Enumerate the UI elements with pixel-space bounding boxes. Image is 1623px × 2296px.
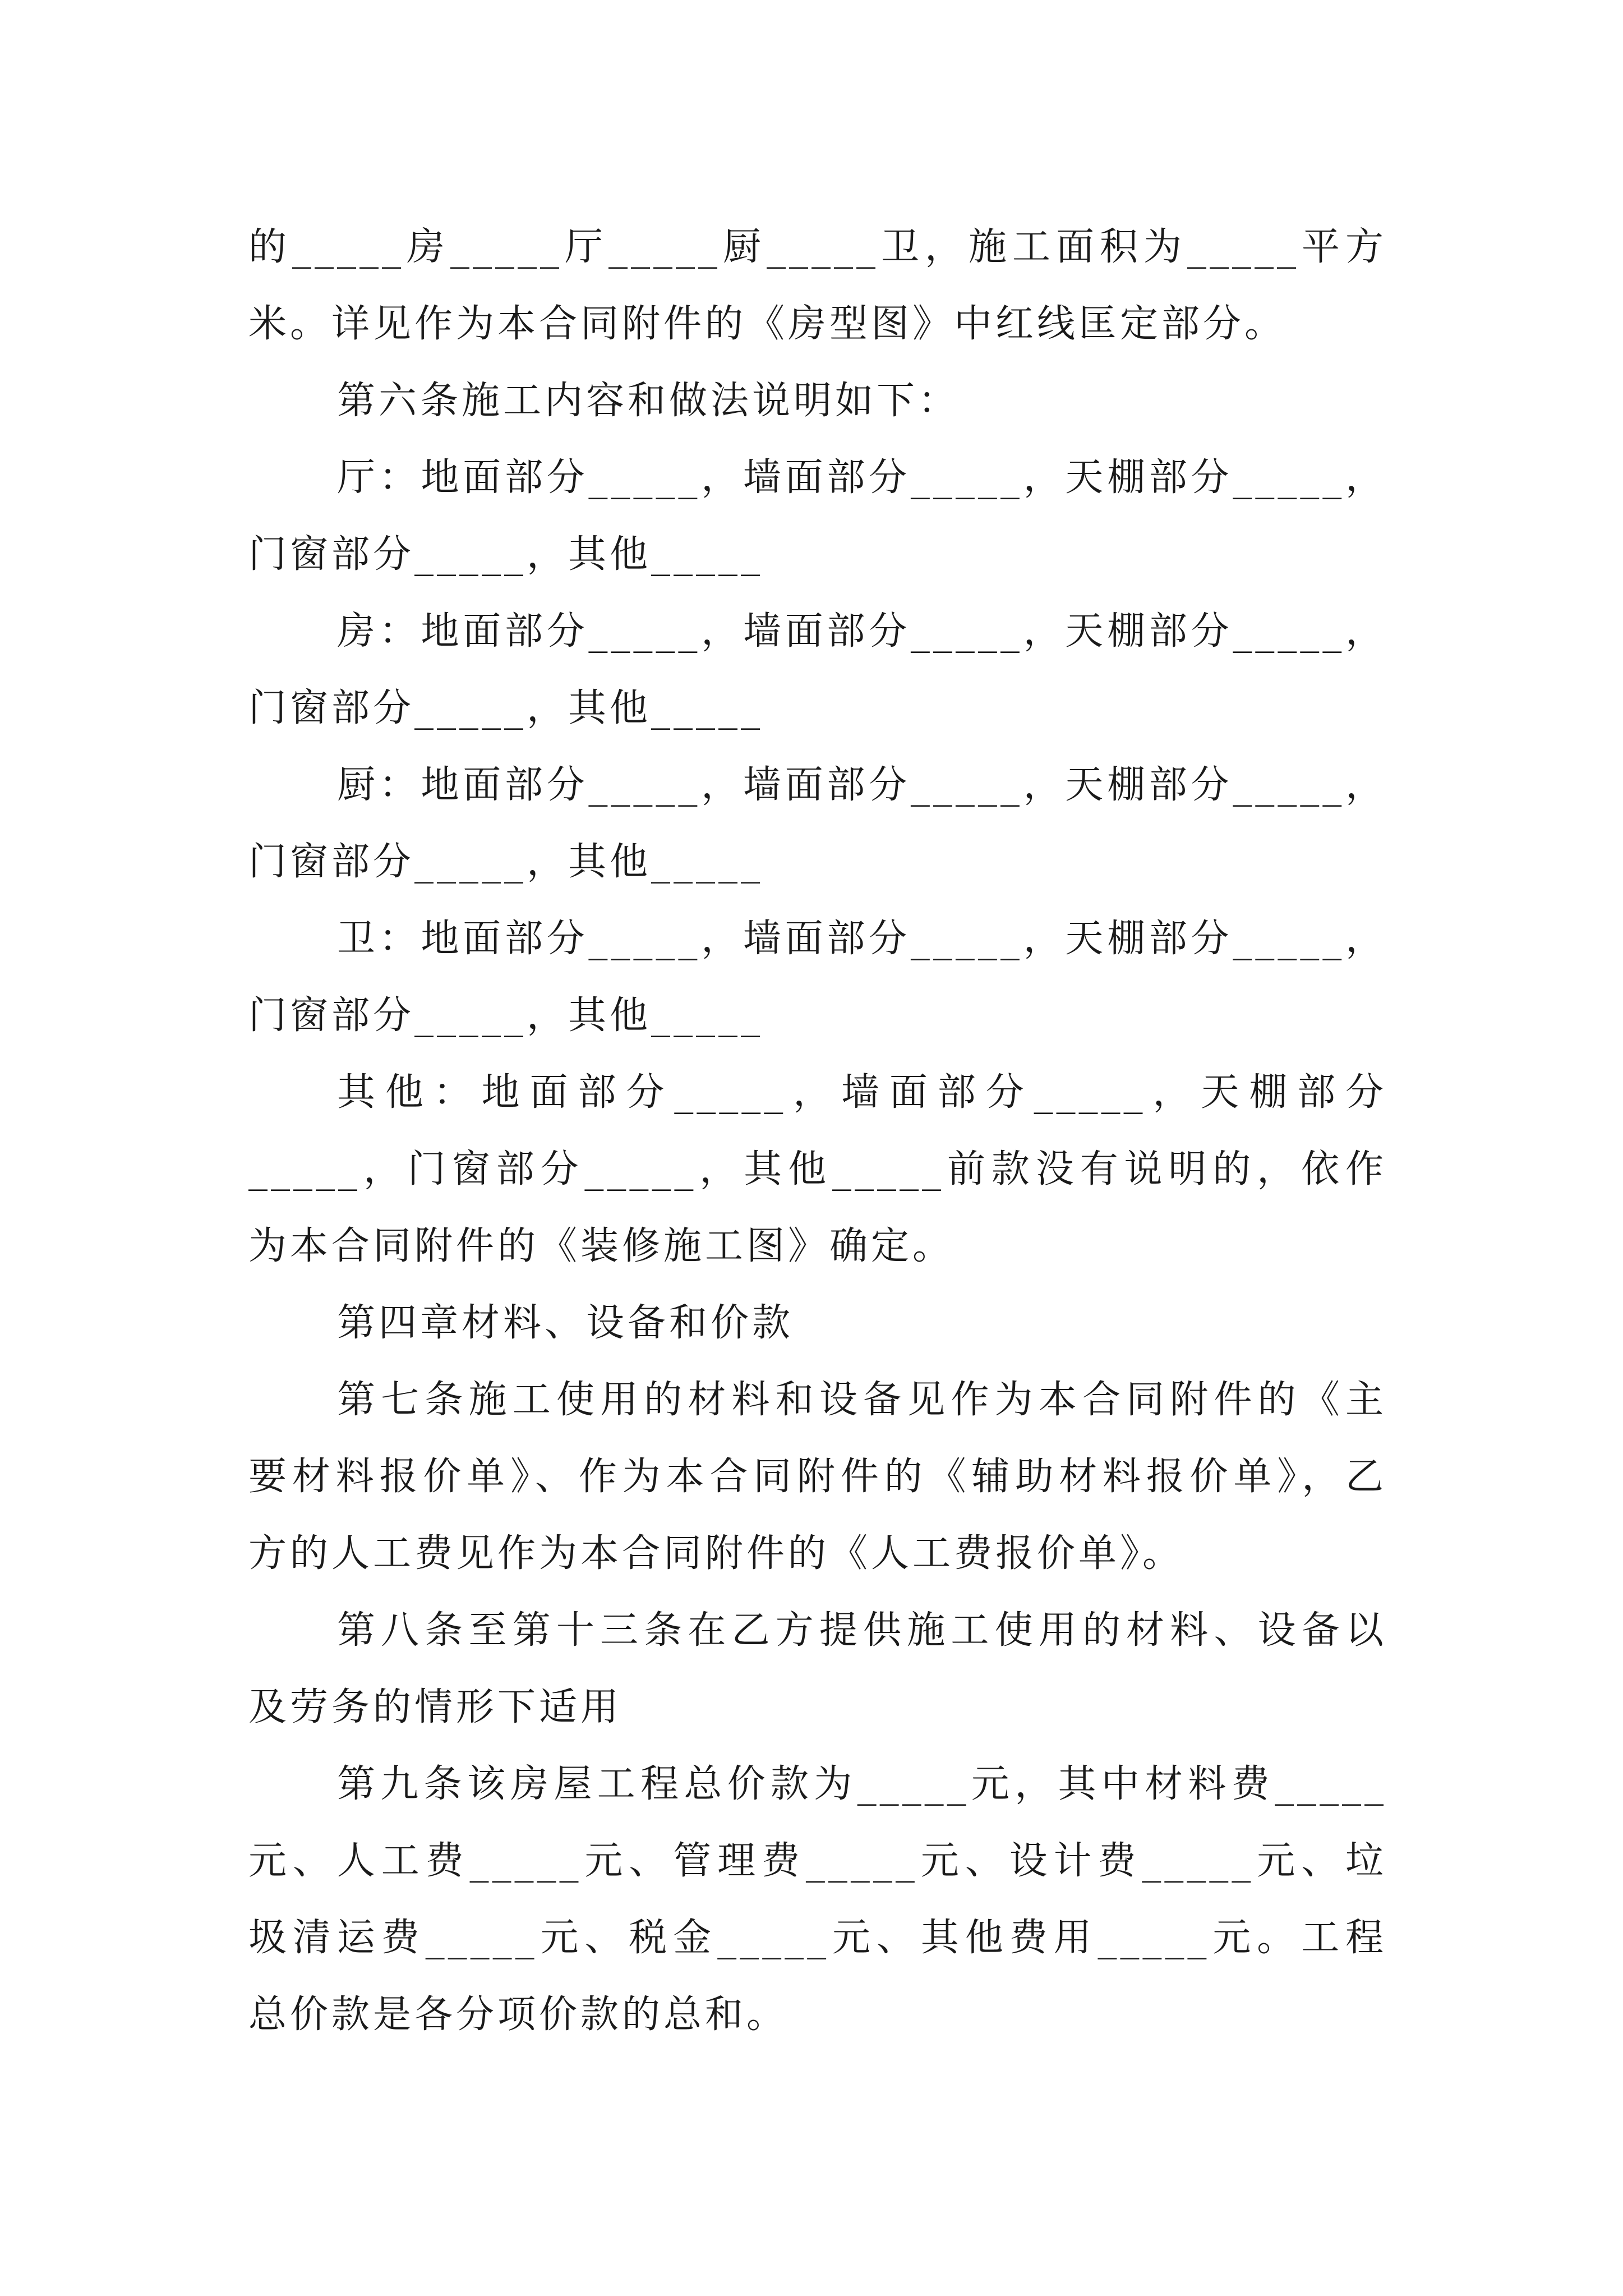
text-line: 要材料报价单》、作为本合同附件的《辅助材料报价单》，乙 (248, 1455, 1387, 1499)
text-line: 及劳务的情形下适用 (248, 1685, 623, 1729)
text-line: 米。详见作为本合同附件的《房型图》中红线匡定部分。 (248, 302, 1287, 346)
text-line: 方的人工费见作为本合同附件的《人工费报价单》。 (248, 1531, 1184, 1576)
text-line: 门窗部分_____，其他_____ (248, 993, 764, 1038)
text-line: 圾清运费_____元、税金_____元、其他费用_____元。工程 (248, 1916, 1387, 1960)
text-line: 门窗部分_____，其他_____ (248, 532, 764, 577)
text-line: 其他：地面部分_____，墙面部分_____，天棚部分 (337, 1070, 1387, 1115)
text-line: 总价款是各分项价款的总和。 (248, 1993, 789, 2037)
document-page (248, 209, 1387, 2053)
text-line: 的_____房_____厅_____厨_____卫，施工面积为_____平方 (248, 225, 1387, 269)
text-line: 厨：地面部分_____，墙面部分_____，天棚部分_____， (337, 763, 1387, 807)
text-line: 卫：地面部分_____，墙面部分_____，天棚部分_____， (337, 917, 1387, 961)
text-line: 第八条至第十三条在乙方提供施工使用的材料、设备以 (337, 1608, 1387, 1653)
text-line: 为本合同附件的《装修施工图》确定。 (248, 1224, 955, 1268)
text-line: 厅：地面部分_____，墙面部分_____，天棚部分_____， (337, 455, 1387, 500)
text-line: 门窗部分_____，其他_____ (248, 686, 764, 730)
text-line: 第四章材料、设备和价款 (337, 1301, 794, 1345)
text-line: 房：地面部分_____，墙面部分_____，天棚部分_____， (337, 609, 1387, 654)
text-line: 元、人工费_____元、管理费_____元、设计费_____元、垃 (248, 1839, 1387, 1883)
text-line: _____，门窗部分_____，其他_____前款没有说明的，依作 (248, 1147, 1387, 1191)
text-line: 门窗部分_____，其他_____ (248, 840, 764, 884)
text-line: 第七条施工使用的材料和设备见作为本合同附件的《主 (337, 1378, 1387, 1422)
text-line: 第六条施工内容和做法说明如下： (337, 379, 960, 423)
text-line: 第九条该房屋工程总价款为_____元，其中材料费_____ (337, 1762, 1387, 1806)
